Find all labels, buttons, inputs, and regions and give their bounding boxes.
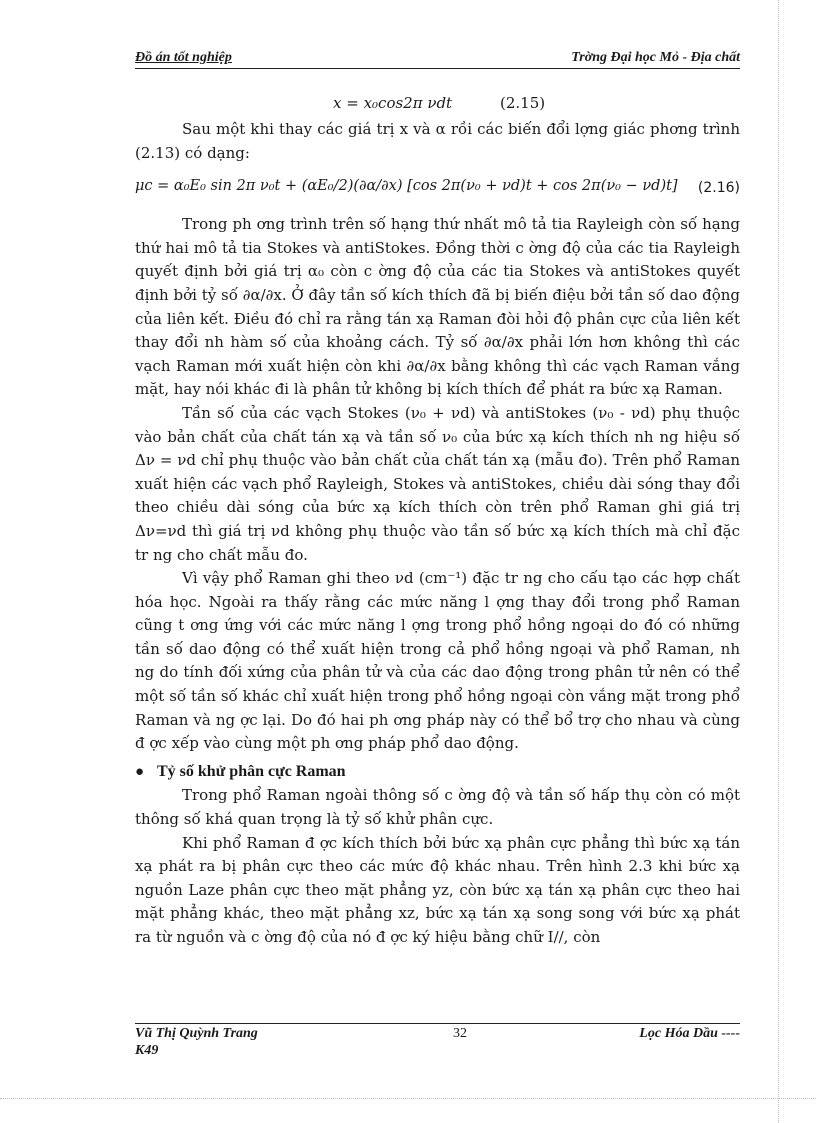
page-number: 32 — [453, 1026, 467, 1041]
page-content — [135, 90, 740, 950]
header-right: Trờng Đại học Mỏ - Địa chất — [571, 50, 740, 65]
equation-2-15-expression: x = x₀cos2π νdt — [333, 94, 453, 112]
paragraph-3: Tần số của các vạch Stokes (ν₀ + νd) và antiStokes (ν₀ - νd) phụ thuộc vào bản chất của chất tán xạ và tần số ν₀ của bức xạ kích thích nh ng hiệu số Δν = νd chỉ phụ thuộc vào bản chất của chất tán xạ (mẫu đo). Trên phổ Raman xuất hiện các vạch phổ Rayleigh, Stokes và antiStokes, chiều dài sóng thay đổi theo chiều dài sóng của bức xạ kích thích còn trên phổ Raman ghi giá trị Δν=νd thì giá trị νd không phụ thuộc vào tần số bức xạ kích thích mà chỉ đặc tr ng cho chất mẫu đo. — [135, 403, 740, 564]
paragraph-6: Khi phổ Raman đ ợc kích thích bởi bức xạ phân cực phẳng thì bức xạ tán xạ phát ra bị phân cực theo các mức độ khác nhau. Trên hình 2.3 khi bức xạ nguồn Laze phân cực theo mặt phẳng yz, còn bức xạ tán xạ phân cực theo hai mặt phẳng khác, theo mặt phẳng xz, bức xạ tán xạ song song với bức xạ phát ra từ nguồn và c ờng độ của nó đ ợc ký hiệu bằng chữ I//, còn — [135, 833, 740, 946]
equation-2-16-expression: μc = α₀E₀ sin 2π ν₀t + (αE₀/2)(∂α/∂x) [cos 2π(ν₀ + νd)t + cos 2π(ν₀ − νd)t] — [135, 178, 678, 195]
page-header — [135, 50, 740, 69]
paragraph-2: Trong ph ơng trình trên số hạng thứ nhất mô tả tia Rayleigh còn số hạng thứ hai mô tả tia Stokes và antiStokes. Đồng thời c ờng độ của các tia Rayleigh quyết định bởi giá trị α₀ còn c ờng độ của các tia Stokes và antiStokes quyết định bởi tỷ số ∂α/∂x. Ở đây tần số kích thích đã bị biến điệu bởi tần số dao động của liên kết. Điều đó chỉ ra rằng tán xạ Raman đòi hỏi độ phân cực của liên kết thay đổi nh hàm số của khoảng cách. Tỷ số ∂α/∂x phải lớn hơn không thì các vạch Raman mới xuất hiện còn khi ∂α/∂x bằng không thì các vạch Raman vắng mặt, hay nói khác đi là phân tử không bị kích thích để phát ra bức xạ Raman. — [135, 215, 740, 399]
equation-2-15 — [135, 90, 740, 118]
paragraph-5: Trong phổ Raman ngoài thông số c ờng độ và tần số hấp thụ còn có một thông số khá quan trọng là tỷ số khử phân cực. — [135, 786, 740, 829]
footer-major: Lọc Hóa Dầu ---- — [639, 1026, 740, 1041]
header-left: Đồ án tốt nghiệp — [135, 50, 232, 65]
page-footer — [135, 1026, 740, 1066]
page-edge-vertical — [778, 0, 779, 1123]
equation-2-16 — [135, 165, 740, 213]
equation-2-15-number: (2.15) — [500, 94, 546, 112]
paragraph-4: Vì vậy phổ Raman ghi theo νd (cm⁻¹) đặc tr ng cho cấu tạo các hợp chất hóa học. Ngoài ra thấy rằng các mức năng l ợng thay đổi trong phổ Raman cũng t ơng ứng với các mức năng l ợng trong phổ hồng ngoại do đó có những tần số dao động có thể xuất hiện trong cả phổ hồng ngoại và phổ Raman, nh ng do tính đối xứng của phân tử và của các dao động trong phân tử nên có thể một số tần số khác chỉ xuất hiện trong phổ hồng ngoại còn vắng mặt trong phổ Raman và ng ợc lại. Do đó hai ph ơng pháp này có thể bổ trợ cho nhau và cùng đ ợc xếp vào cùng một ph ơng pháp phổ dao động. — [135, 569, 740, 753]
page-edge-horizontal — [0, 1098, 816, 1099]
bullet-icon: ● — [135, 763, 145, 780]
footer-class: K49 — [135, 1043, 159, 1058]
paragraph-1: Sau một khi thay các giá trị x và α rồi các biến đổi lợng giác phơng trình (2.13) có dạng: — [135, 120, 740, 162]
section-bullet — [135, 760, 740, 785]
equation-2-16-number: (2.16) — [697, 180, 740, 197]
footer-author: Vũ Thị Quỳnh Trang — [135, 1026, 258, 1041]
section-heading: Tỷ số khử phân cực Raman — [157, 762, 346, 780]
footer-rule — [135, 1023, 740, 1024]
